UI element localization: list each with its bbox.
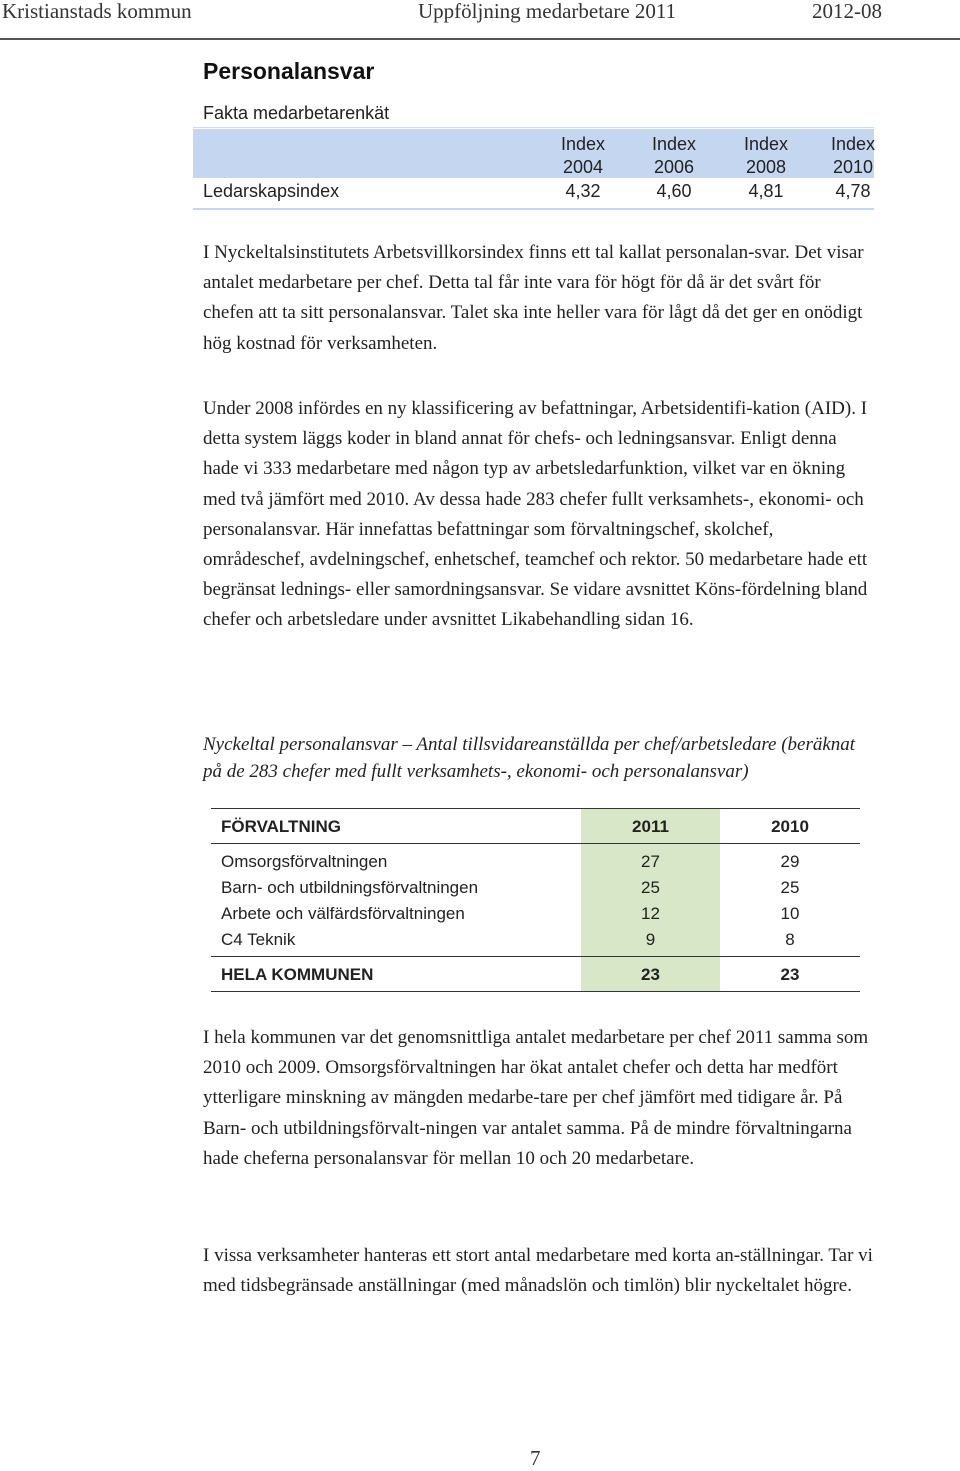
fact-value: 4,32	[565, 181, 601, 201]
value-2010: 8	[785, 930, 795, 949]
fact-col-header: Index 2010	[830, 134, 876, 177]
fact-col-header: Index 2006	[651, 134, 697, 177]
fact-table-title: Fakta medarbetarenkät	[193, 100, 874, 128]
nyckeltal-caption: Nyckeltal personalansvar – Antal tillsvidareanställda per chef/arbetsledare (beräknat på de 283 chefer med fullt verksamhets-, ekonomi- och personalansvar)	[203, 734, 856, 782]
header-date: 2012-08	[812, 0, 882, 23]
table-header-row	[211, 809, 860, 843]
value-2010: 10	[780, 904, 800, 923]
header-organization: Kristianstads kommun	[2, 0, 192, 23]
table-rule	[211, 991, 860, 992]
header-2011: 2011	[581, 809, 720, 843]
fact-col-header: Index 2008	[743, 134, 789, 177]
fact-value: 4,81	[748, 181, 784, 201]
fact-value: 4,78	[835, 181, 871, 201]
value-2011: 27	[581, 848, 720, 874]
nyckeltal-table	[211, 808, 860, 992]
table-row	[211, 874, 860, 900]
total-label: HELA KOMMUNEN	[221, 965, 374, 984]
fact-table-row	[193, 178, 874, 210]
table-spacer	[211, 952, 860, 956]
page-header	[0, 0, 960, 40]
value-2011: 9	[581, 926, 720, 952]
header-2010: 2010	[771, 817, 809, 836]
fact-col-header: Index 2004	[560, 134, 606, 177]
fact-table-header	[193, 129, 874, 178]
fact-row-label: Ledarskapsindex	[203, 181, 340, 201]
paragraph-kommunen: I hela kommunen var det genomsnittliga antalet medarbetare per chef 2011 samma som 2010 och 2009. Omsorgsförvaltningen har ökat antalet chefer och detta har medfört ytterligare minskning av mängden medarbe-tare per chef jämfört med tidigare år. På Barn- och utbildningsförvalt-ningen var antalet samma. På de mindre förvaltningarna hade cheferna personalansvar för mellan 10 och 20 medarbetare.	[203, 1027, 869, 1169]
row-label: Omsorgsförvaltningen	[221, 852, 388, 871]
header-forvaltning: FÖRVALTNING	[221, 817, 341, 836]
paragraph-aid: Under 2008 infördes en ny klassificering av befattningar, Arbetsidentifi-kation (AID). I detta system läggs koder in bland annat för chefs- och ledningsansvar. Enligt denna hade vi 333 medarbetare med någon typ av arbetsledarfunktion, vilket var en ökning med två jämfört med 2010. Av dessa hade 283 chefer fullt verksamhets-, ekonomi- och personalansvar. Här innefattas befattningar som förvaltningschef, skolchef, områdeschef, avdelningschef, enhetschef, teamchef och rektor. 50 medarbetare hade ett begränsat lednings- eller samordningsansvar. Se vidare avsnittet Köns-fördelning bland chefer och arbetsledare under avsnittet Likabehandling sidan 16.	[203, 398, 868, 631]
table-row	[211, 926, 860, 952]
row-label: Barn- och utbildningsförvaltningen	[221, 878, 479, 897]
paragraph-intro: I Nyckeltalsinstitutets Arbetsvillkorsindex finns ett tal kallat personalan-svar. Det visar antalet medarbetare per chef. Detta tal får inte vara för högt för då är det svårt för chefen att ta sitt personalansvar. Talet ska inte heller vara för lågt då det ger en onödigt hög kostnad för verksamheten.	[203, 242, 864, 354]
row-label: Arbete och välfärdsförvaltningen	[221, 904, 465, 923]
table-row	[211, 900, 860, 926]
paragraph-tidsbegransade: I vissa verksamheter hanteras ett stort antal medarbetare med korta an-ställningar. Tar vi med tidsbegränsade anställningar (med månadslön och timlön) blir nyckeltalet högre.	[203, 1245, 873, 1297]
table-row	[211, 848, 860, 874]
section-title: Personalansvar	[203, 58, 375, 84]
fact-table	[193, 100, 874, 210]
total-2011: 23	[581, 957, 720, 991]
row-label: C4 Teknik	[221, 930, 296, 949]
value-2011: 25	[581, 874, 720, 900]
total-2010: 23	[780, 965, 800, 984]
table-total-row	[211, 957, 860, 991]
page-number: 7	[530, 1446, 541, 1470]
header-document-title: Uppföljning medarbetare 2011	[418, 0, 677, 23]
value-2011: 12	[581, 900, 720, 926]
fact-value: 4,60	[656, 181, 692, 201]
value-2010: 29	[780, 852, 800, 871]
value-2010: 25	[780, 878, 800, 897]
